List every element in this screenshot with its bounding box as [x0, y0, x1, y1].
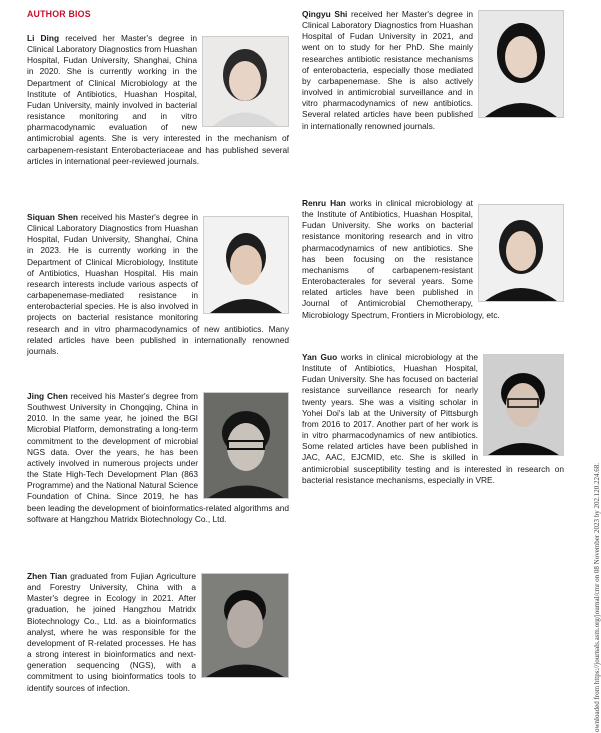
author-name: Siquan Shen	[27, 212, 79, 222]
portrait-photo	[478, 10, 564, 118]
author-bio	[27, 571, 289, 694]
portrait-photo	[203, 216, 289, 314]
author-name: Yan Guo	[302, 352, 338, 362]
download-note: ownloaded from https://journals.asm.org/journal/cmr on 08 November 2023 by 202.120.224.68.	[593, 463, 601, 732]
author-bio	[302, 352, 564, 486]
author-bio	[302, 198, 564, 321]
author-name: Li Ding	[27, 33, 60, 43]
page-title: AUTHOR BIOS	[27, 9, 91, 19]
author-bio	[27, 33, 289, 167]
bio-text: received her Master's degree in Clinical Laboratory Diagnostics from Huashan Hospital, Fudan University, Shanghai, China in 2020. She is currently working in the Department of Clinical Microbiology at the Institute of Antibiotics, Huashan Hospital, Fudan University, mainly involved in bacterial resistance monitoring and in vitro pharmacodynamic evaluation of new antimicrobial agents. She is very interested in the mechanism of carbapenem-resistant Enterobacteriaceae and has published several articles in international peer-reviewed journals.	[27, 33, 289, 166]
bio-text: works in clinical microbiology at the Institute of Antibiotics, Huashan Hospital, Fudan University. She works on bacterial resistance monitoring research and in vitro pharmacodynamics of new antibiotics. She has been focusing on the resistance mechanisms of carbapenem-resistant Enterobacterales for several years. Some related articles have been published in Journal of Antimicrobial Chemotherapy, Microbiology Spectrum, Frontiers in Microbiology, etc.	[302, 198, 500, 320]
author-bio	[27, 212, 289, 357]
author-bio	[302, 9, 564, 132]
bio-text: works in clinical microbiology at the Institute of Antibiotics, Huashan Hospital, Fudan University. She has focused on bacterial resistance surveillance research for nearly twenty years. She was a visiting scholar in Yohei Doi's lab at the University of Pittsburgh from 2016 to 2017. Another part of her work is in vitro pharmacodynamics of new antibiotics. Some related articles have been published in JAC, AAC, EJCMID, etc. She is skilled in antimicrobial susceptibility testing and is interested in research on bacterial resistance mechanisms, especially in VRE.	[302, 352, 564, 485]
author-name: Qingyu Shi	[302, 9, 348, 19]
portrait-photo	[478, 204, 564, 302]
bio-text: received his Master's degree from Southwest University in Chongqing, China in 2010. In the same year, he joined the BGI Microbial Platform, demonstrating a long-term commitment to the development of microbial NGS data. Over the years, he has been actively involved in numerous projects under the State High-Tech Development Plan (863 Programme) and the National Natural Science Foundation of China. Since 2019, he has been leading the development of bioinformatics-related algorithms and software at Hangzhou Matridx Biotechnology Co., Ltd.	[27, 391, 289, 524]
author-name: Zhen Tian	[27, 571, 68, 581]
author-name: Jing Chen	[27, 391, 68, 401]
author-name: Renru Han	[302, 198, 346, 208]
bio-text: graduated from Fujian Agriculture and Forestry University, China with a Master's degree in Ecology in 2021. After graduation, he joined Hangzhou Matridx Biotechnology Co., Ltd. as a bioinformatics analyst, where he was responsible for the development of R-related processes. He has a strong interest in bioinformatics and next-generation sequencing (NGS), with a commitment to using bioinformatics tools to identify sources of infection.	[27, 571, 196, 693]
author-bio	[27, 391, 289, 525]
bio-text: received his Master's degree in Clinical Laboratory Diagnostics from Huashan Hospital, Fudan University, Shanghai, China in 2023. He is currently working in the Department of Clinical Microbiology, Institute of Antibiotics, Huashan Hospital. His main research interests include various aspects of carbapenemase-mediated resistance in enterobacterial species. He is also involved in projects on bacterial resistance monitoring research and in vitro pharmacodynamics of new antibiotics. Many related articles have been published in internationally renowned journals.	[27, 212, 289, 356]
portrait-photo	[201, 573, 289, 678]
bio-text: received her Master's degree in Clinical Laboratory Diagnostics from Huashan Hospital of Fudan University in 2021, and went on to study for her PhD. She mainly researches antibiotic resistance mechanisms of enterobacteria, especially those mediated by carbapenemase. She is also actively involved in antimicrobial surveillance and in vitro pharmacodynamics of new antibiotics. Several related articles have been published in internationally renowned journals.	[302, 9, 473, 131]
portrait-photo	[202, 36, 289, 127]
portrait-photo	[483, 354, 564, 456]
portrait-photo	[203, 392, 289, 499]
